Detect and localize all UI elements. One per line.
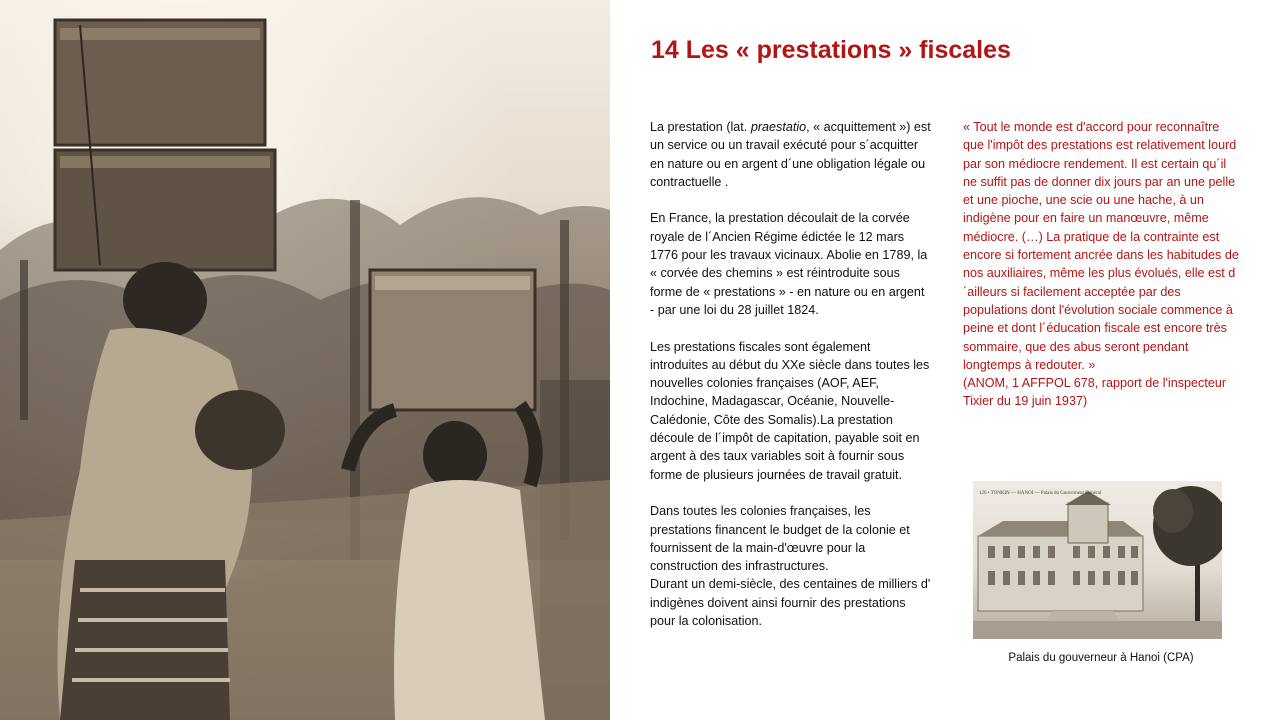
postcard-caption: Palais du gouverneur à Hanoi (CPA) bbox=[1008, 652, 1194, 664]
quote-source: (ANOM, 1 AFFPOL 678, rapport de l'inspecteur Tixier du 19 juin 1937) bbox=[963, 376, 1227, 409]
paragraph-financing: Dans toutes les colonies françaises, les prestations financent le budget de la colonie et fournissent de la main-d'œuvre pour la construction des infrastructures. bbox=[650, 504, 910, 574]
inspector-quote: « Tout le monde est d'accord pour reconnaître que l'impôt des prestations est relativement lourd par son médiocre rendement. Il est certain qu´il ne suffit pas de donner dix jours par an une pelle et une pioche, une scie ou une hache, à un indigène pour en faire un manœuvre, même médiocre. (…) La pratique de la contrainte est encore si fortement ancrée dans les habitudes de nos auxiliaires, même les plus évolués, elle est d´ailleurs si facilement acceptée par des populations dont l'évolution sociale commence à peine et dont l´éducation fiscale est encore très sommaire, que des abus seront pendant longtemps à redouter. » bbox=[963, 120, 1239, 372]
paragraph-colonies: Les prestations fiscales sont également introduites au début du XXe siècle dans toutes les nouvelles colonies françaises (AOF, AEF, Indochine, Madagascar, Océanie, Nouvelle-Calédonie, Côte des Somalis).La prestation découle de l´impôt de capitation, payable soit en argent à des taux variables soit à fournir sous forme de plusieurs journées de travail gratuit. bbox=[650, 339, 930, 482]
paragraph-definition-part-a: La prestation (lat. bbox=[650, 120, 751, 134]
postcard-printed-caption: 126 • TONKIN — HANOI — Palais du Gouverneur Général bbox=[979, 491, 1102, 496]
quote-column bbox=[963, 118, 1243, 411]
paragraph-definition-part-b: , « acquittement ») est un service ou un travail exécuté pour s´acquitter en nature ou en argent d´une obligation légale ou contractuelle . bbox=[650, 120, 931, 189]
postcard-hanoi-palace-image bbox=[973, 481, 1222, 639]
slide-title: 14 Les « prestations » fiscales bbox=[651, 36, 1011, 64]
body-text-column bbox=[650, 118, 932, 630]
paragraph-definition bbox=[650, 118, 932, 191]
paragraph-france: En France, la prestation découlait de la corvée royale de l´Ancien Régime édictée le 12 mars 1776 pour les travaux vicinaux. Abolie en 1789, la « corvée des chemins » est réintroduite sous forme de « prestations » - en nature ou en argent - par une loi du 28 juillet 1824. bbox=[650, 211, 928, 317]
latin-term: praestatio bbox=[750, 120, 807, 134]
historical-photo-porters bbox=[0, 0, 610, 720]
paragraph-half-century: Durant un demi-siècle, des centaines de milliers d' indigènes doivent ainsi fournir des prestations pour la colonisation. bbox=[650, 577, 931, 629]
